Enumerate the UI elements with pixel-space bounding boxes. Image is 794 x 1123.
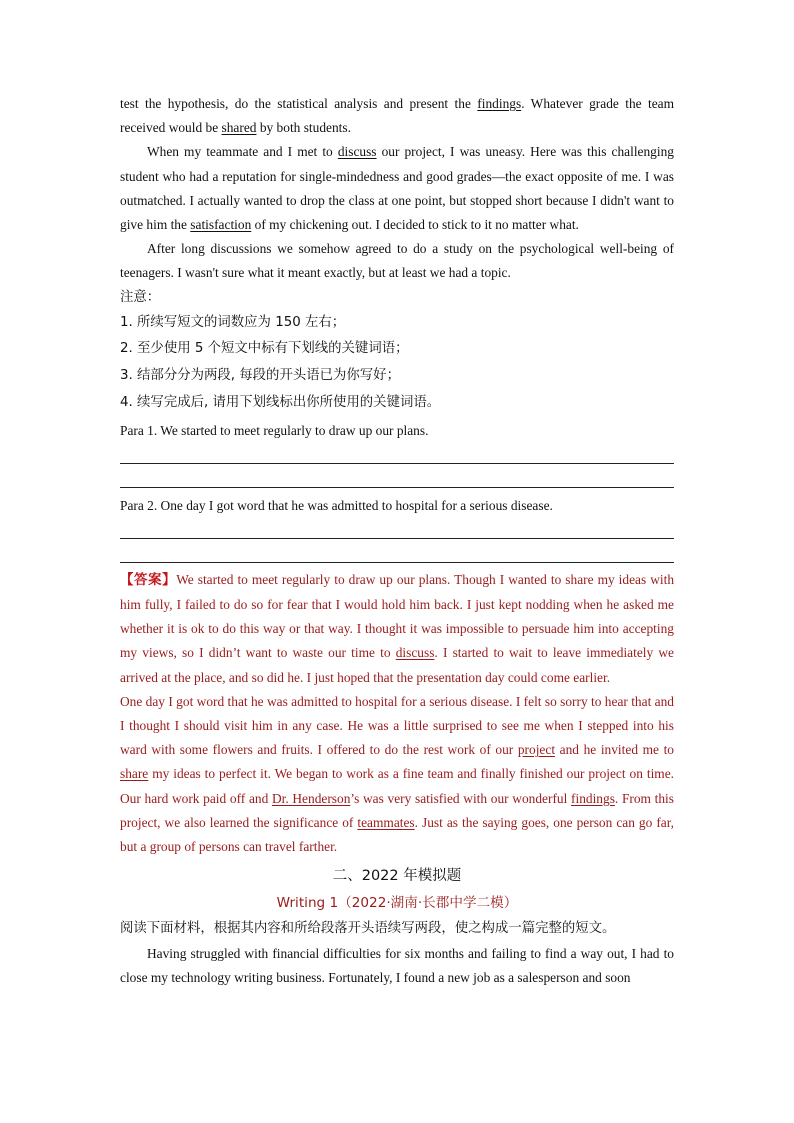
- document-content: [120, 92, 674, 991]
- text-run: . Whatever grade the team received would be: [120, 96, 674, 136]
- keyword-discuss: discuss: [395, 645, 435, 661]
- keyword-discuss: discuss: [337, 144, 377, 160]
- note-item-4: 4. 续写完成后, 请用下划线标出你所使用的关键词语。: [120, 395, 441, 411]
- answer-block: [120, 568, 674, 859]
- answer-tag: 【答案】: [120, 572, 177, 588]
- passage-paragraph-2: [120, 140, 674, 237]
- answer-paragraph-2: [120, 690, 674, 859]
- next-passage-paragraph: Having struggled with financial difficulties for six months and failing to find a way out, I had to close my technology writing business. Fortunately, I found a new job as a salesperson and soon: [120, 946, 674, 986]
- para-1-prompt: Para 1. We started to meet regularly to draw up our plans.: [120, 422, 429, 438]
- answer-line: [120, 463, 674, 464]
- note-item-3: 3. 结部分分为两段, 每段的开头语已为你写好；: [120, 368, 400, 384]
- keyword-findings: findings: [477, 96, 522, 111]
- answer-paragraph-1: [120, 568, 674, 690]
- para-2-prompt: Para 2. One day I got word that he was admitted to hospital for a serious disease.: [120, 497, 553, 513]
- text-run: . From this project, we also learned the significance of: [120, 790, 674, 830]
- text-run: . Just as the saying goes, one person can go far, but a group of persons can travel farther.: [120, 814, 674, 855]
- passage-paragraph-3: After long discussions we somehow agreed to do a study on the psychological well-being of teenagers. I wasn't sure what it meant exactly, but at least we had a topic.: [120, 241, 674, 281]
- keyword-share: share: [120, 766, 149, 782]
- instruction-text: 阅读下面材料，根据其内容和所给段落开头语续写两段，使之构成一篇完整的短文。: [120, 921, 616, 937]
- text-run: ’s was very satisfied with our wonderful: [350, 790, 572, 806]
- text-run: test the hypothesis, do the statistical analysis and present the: [120, 96, 478, 111]
- writing-heading: Writing 1（2022·湖南·长郡中学二模）: [276, 895, 518, 912]
- passage-paragraph-1: [120, 92, 674, 140]
- text-run: We started to meet regularly to draw up our plans. Though I wanted to share my ideas with him fully, I failed to do so for fear that I would hold him back. I just kept nodding when he asked me whether it is ok to do this way or that way. I thought it was impossible to persuade him into accepting my views, so I didn’t want to waste our time to: [120, 571, 675, 661]
- text-run: . I started to wait to leave immediately we arrived at the place, and so did he. I just hoped that the presentation day could come earlier.: [120, 645, 674, 685]
- keyword-project: project: [517, 742, 556, 758]
- text-run: and he invited me to: [555, 742, 674, 758]
- section-heading: 二、2022 年模拟题: [332, 868, 462, 885]
- answer-line: [120, 487, 674, 488]
- keyword-teammates: teammates: [357, 814, 415, 830]
- keyword-findings: findings: [571, 790, 615, 806]
- text-run: One day I got word that he was admitted to hospital for a serious disease. I felt so sorry to hear that and I thought I should visit him in any case. He was a little surprised to see me when I stepped into his ward with some flowers and fruits. I offered to do the rest work of our: [120, 693, 674, 758]
- keyword-shared: shared: [221, 120, 257, 136]
- note-item-2: 2. 至少使用 5 个短文中标有下划线的关键词语；: [120, 341, 409, 357]
- note-item-1: 1. 所续写短文的词数应为 150 左右；: [120, 314, 346, 330]
- text-run: my ideas to perfect it. We began to work as a fine team and finally finished our project on time. Our hard work paid off and: [120, 766, 674, 806]
- text-run: of my chickening out. I decided to stick to it no matter what.: [251, 217, 579, 233]
- text-run: by both students.: [256, 120, 351, 136]
- text-run: our project, I was uneasy. Here was this challenging student who had a reputation for single-mindedness and good grades—the exact opposite of me. I was outmatched. I actually wanted to drop the class at one point, but stopped short because I didn't want to give him the: [120, 144, 674, 233]
- keyword-satisfaction: satisfaction: [190, 217, 252, 233]
- answer-line: [120, 538, 674, 539]
- notes-title: 注意：: [120, 289, 161, 305]
- keyword-dr-henderson: Dr. Henderson: [271, 790, 351, 806]
- text-run: When my teammate and I met to: [147, 144, 338, 160]
- answer-line: [120, 562, 674, 563]
